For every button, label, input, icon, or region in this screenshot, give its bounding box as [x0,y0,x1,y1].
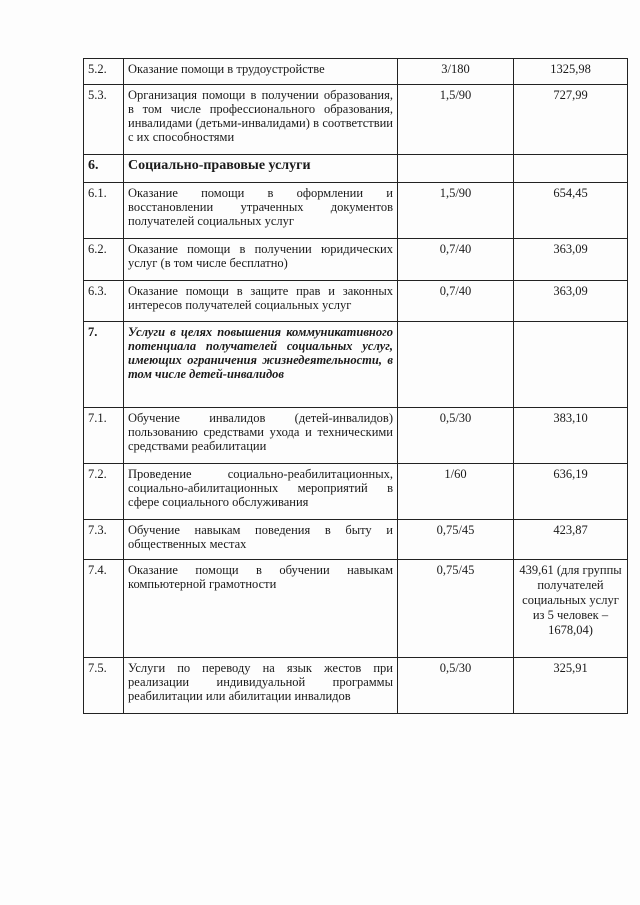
time-norm: 0,7/40 [398,239,514,281]
row-number: 7.4. [84,560,124,658]
time-norm: 1,5/90 [398,85,514,155]
service-price: 423,87 [514,520,628,560]
row-number: 6.3. [84,281,124,322]
service-price: 363,09 [514,239,628,281]
table-row [84,408,628,464]
service-name: Обучение навыкам поведения в быту и общественных местах [124,520,398,560]
service-price: 383,10 [514,408,628,464]
service-price: 1325,98 [514,59,628,85]
section-number: 6. [84,155,124,183]
service-name: Оказание помощи в оформлении и восстановлении утраченных документов получателей социальных услуг [124,183,398,239]
service-price [514,322,628,408]
services-tariff-table [83,58,628,714]
row-number: 5.2. [84,59,124,85]
service-name: Оказание помощи в защите прав и законных интересов получателей социальных услуг [124,281,398,322]
section-title: Услуги в целях повышения коммуникативного потенциала получателей социальных услуг, имеющих ограничения жизнедеятельности, в том числе детей-инвалидов [124,322,398,408]
row-number: 7.5. [84,658,124,714]
table-row [84,59,628,85]
row-number: 7.1. [84,408,124,464]
row-number: 5.3. [84,85,124,155]
service-name: Проведение социально-реабилитационных, социально-абилитационных мероприятий в сфере социального обслуживания [124,464,398,520]
service-name: Оказание помощи в трудоустройстве [124,59,398,85]
row-number: 6.2. [84,239,124,281]
section-title: Социально-правовые услуги [124,155,398,183]
table-row [84,520,628,560]
time-norm [398,322,514,408]
service-name: Услуги по переводу на язык жестов при реализации индивидуальной программы реабилитации или абилитации инвалидов [124,658,398,714]
service-name: Обучение инвалидов (детей-инвалидов) пользованию средствами ухода и техническими средствами реабилитации [124,408,398,464]
service-name: Оказание помощи в получении юридических услуг (в том числе бесплатно) [124,239,398,281]
service-price: 636,19 [514,464,628,520]
time-norm: 0,7/40 [398,281,514,322]
time-norm: 0,5/30 [398,408,514,464]
service-price: 325,91 [514,658,628,714]
section-header-row [84,155,628,183]
table-row [84,658,628,714]
table-row [84,464,628,520]
service-price: 439,61 (для группы получателей социальных услуг из 5 человек – 1678,04) [514,560,628,658]
time-norm: 1/60 [398,464,514,520]
table-row [84,239,628,281]
service-price: 363,09 [514,281,628,322]
table-row [84,281,628,322]
table-row [84,183,628,239]
section-number: 7. [84,322,124,408]
service-price: 727,99 [514,85,628,155]
time-norm: 0,75/45 [398,560,514,658]
row-number: 6.1. [84,183,124,239]
time-norm: 0,75/45 [398,520,514,560]
service-price [514,155,628,183]
time-norm: 3/180 [398,59,514,85]
time-norm: 1,5/90 [398,183,514,239]
service-price: 654,45 [514,183,628,239]
time-norm [398,155,514,183]
section-header-row [84,322,628,408]
service-name: Организация помощи в получении образования, в том числе профессионального образования, инвалидами (детьми-инвалидами) в соответствии с их способностями [124,85,398,155]
table-row [84,85,628,155]
row-number: 7.3. [84,520,124,560]
table-row [84,560,628,658]
time-norm: 0,5/30 [398,658,514,714]
row-number: 7.2. [84,464,124,520]
service-name: Оказание помощи в обучении навыкам компьютерной грамотности [124,560,398,658]
